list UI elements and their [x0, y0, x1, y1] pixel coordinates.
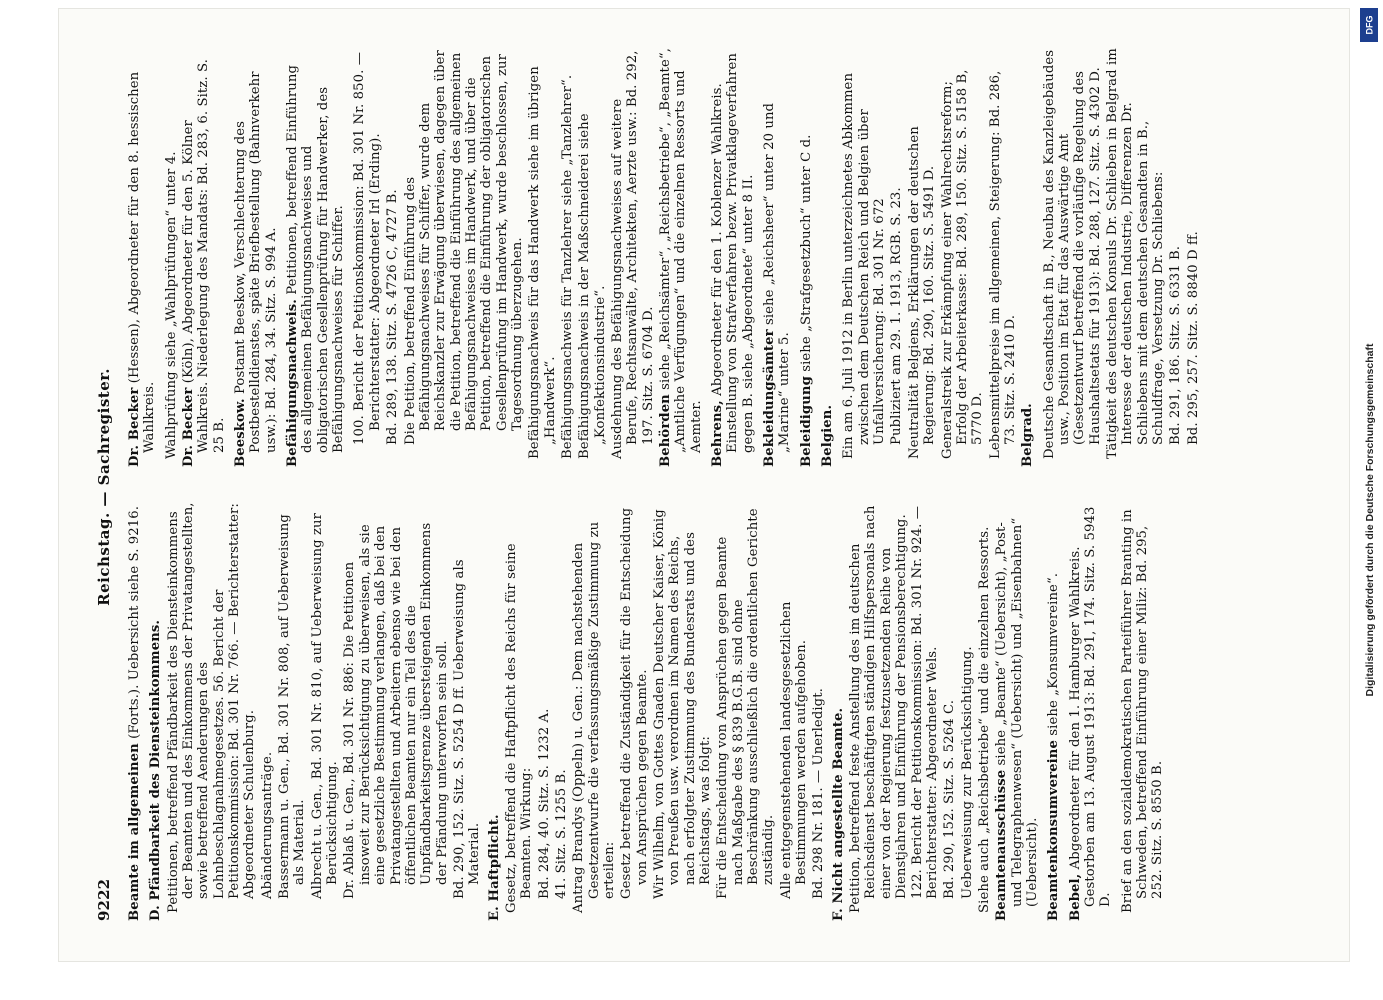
index-subentry: Befähigungsnachweis in der Maßschneiderei siehe „Konfektionsindustrie“. [577, 113, 608, 459]
index-subentry: Befähigungsnachweis für Tanzlehrer siehe „Tanzlehrer“. [559, 74, 575, 459]
index-subentry: Antrag Brandys (Oppeln) u. Gen.: Dem nachstehenden Gesetzentwurfe die verfassungsmäßige Zustimmung zu erteilen: [571, 521, 617, 913]
entry-text: (Hessen), Abgeordneter für den 8. hessischen Wahlkreis. [127, 71, 158, 453]
index-subentry: Ausdehnung des Befähigungsnachweises auf weitere Berufe, Rechtsanwälte, Architekten, Aerzte usw.: Bd. 292, 197. Sitz. S. 6704 D. [609, 50, 656, 459]
index-subentry: 41. Sitz. S. 1255 B. [553, 769, 569, 899]
left-column [127, 501, 1203, 921]
entry-text: siehe „Reichsämter“, „Reichsbetriebe“, „Beamte“, „Amtliche Verfügungen“ und die einzelnen Ressorts und Aemter. [658, 48, 704, 453]
rotated-page-content [59, 9, 1349, 961]
entry-text: Petitionen, betreffend Einführung des allgemeinen Befähigungsnachweises und obligatorischen Gesellenprüfung für Handwerker, des Befähigungsnachweises für Schiffer. [285, 64, 347, 453]
scanned-page [58, 8, 1350, 962]
index-subentry: Abänderungsanträge. [259, 751, 275, 899]
index-subentry: Lebensmittelpreise im allgemeinen, Steigerung: Bd. 286, 73. Sitz. S. 2410 D. [987, 70, 1018, 459]
index-subentry: Deutsche Gesandtschaft in B., Neubau des Kanzleigebäudes usw., Position im Etat für das Auswärtige Amt (Gesetzentwurf betreffend die vorläufige Regelung des Haushaltsetats für 1913): Bd. 288, 127. Sitz. S. 4302 D. [1041, 49, 1103, 459]
index-subentry: Bd. 290, 152. Sitz. S. 5264 C. [942, 699, 958, 899]
entry-heading: Beamte im allgemeinen [127, 743, 142, 921]
entry-heading: Beleidigung [798, 376, 814, 467]
entry-heading: Beeskow. [233, 398, 249, 467]
index-subentry: Petitionen, betreffend Pfändbarkeit des Diensteinkommens der Beamten und des Einkommens der Privatangestellten, sowie betreffend Aenderungen des Lohnbeschlagnahmegesetzes. 56. Bericht der Petitionskommission: Bd. 301 Nr. 766. — Berichterstatter: Abgeordneter Schulenburg. [165, 502, 258, 913]
index-subentry: Alle entgegenstehenden landesgesetzlichen Bestimmungen werden aufgehoben. [778, 601, 810, 899]
entry-text: Abgeordneter für den 1. Koblenzer Wahlkreis. Einstellung von Strafverfahren bezw. Privatklageverfahren gegen B. siehe „Abgeordnete“ unter 8 II. [710, 52, 756, 453]
index-subentry: Befähigungsnachweis für das Handwerk siehe im übrigen „Handwerk“. [527, 66, 558, 459]
entry-text: siehe „Reichsheer“ unter 20 und „Marine“ unter 5. [762, 102, 793, 453]
index-entry [762, 47, 793, 467]
entry-heading: Beamtenkonsumvereine [1046, 740, 1062, 921]
columns [127, 48, 1203, 921]
index-subentry: Gesetz, betreffend die Haftpflicht des Reichs für seine Beamten. Wirkung: [503, 543, 535, 913]
section-heading: D. Pfändbarkeit des Diensteinkommens. [148, 619, 164, 921]
index-subentry: Bd. 291, 186. Sitz. S. 6331 B. [1168, 245, 1184, 445]
entry-heading: Belgien. [820, 404, 836, 467]
running-head [97, 55, 115, 921]
index-entry [994, 501, 1040, 921]
index-subentry: Bassermann u. Gen., Bd. 301 Nr. 808, auf Ueberweisung als Material. [277, 514, 308, 899]
index-subentry: Albrecht u. Gen., Bd. 301 Nr. 810, auf Ueberweisung zur Berücksichtigung. [309, 513, 341, 899]
index-subentry: Gesetz betreffend die Zuständigkeit für die Entscheidung von Ansprüchen gegen Beamte. [619, 507, 650, 899]
index-subentry: Wir Wilhelm, von Gottes Gnaden Deutscher Kaiser, König von Preußen usw. verordnen im Namen des Reichs, nach erfolgter Zustimmung des Bundesrats und des Reichstags, was folgt: [652, 509, 714, 899]
entry-heading: Bebel, [1067, 873, 1083, 921]
index-subentry: Neutralität Belgiens, Erklärungen der deutschen Regierung: Bd. 290, 160. Sitz. S. 5491 D. [906, 126, 938, 459]
entry-text: siehe „Strafgesetzbuch“ unter C d. [798, 134, 814, 377]
index-entry [285, 47, 346, 467]
index-subentry: Generalstreik zur Erkämpfung einer Wahlrechtsreform; Erfolg der Arbeiterkasse: Bd. 289, 150. Sitz. S. 5158 B, 5770 D. [939, 69, 986, 459]
index-subentry: Ueberweisung zur Berücksichtigung. [959, 646, 975, 899]
entry-text: siehe „Konsumvereine“. [1046, 572, 1062, 741]
entry-heading: Behrens, [710, 400, 726, 467]
dfg-logo: DFG [1360, 8, 1378, 42]
entry-text: Postamt Beeskow, Verschlechterung des Postbestelldienstes, späte Briefbestellung (Bahnverkehr usw.): Bd. 284, 34. Sitz. S. 994 A. [233, 71, 279, 453]
entry-heading: Dr. Becker [181, 387, 197, 467]
index-entry [710, 47, 756, 467]
index-entry [820, 47, 835, 467]
index-entry [127, 47, 158, 467]
index-entry [1046, 501, 1061, 921]
index-subentry: Bd. 284, 40. Sitz. S. 1232 A. [536, 708, 552, 899]
page-number: 9222 [95, 878, 113, 921]
entry-text: (Köln), Abgeordneter für den 5. Kölner Wahlkreis. Niederlegung des Mandats: Bd. 283, 6. Sitz. S. 25 B. [181, 59, 227, 453]
index-entry [1068, 501, 1114, 921]
page-header-title: Reichstag. — Sachregister. [95, 367, 113, 606]
index-subentry: Wahlprüfung siehe „Wahlprüfungen“ unter 4. [163, 151, 179, 459]
entry-heading: Beamtenausschüsse [994, 769, 1010, 921]
index-subentry: Bd. 289, 138. Sitz. S. 4726 C, 4727 B. [385, 189, 401, 445]
entry-heading: Behörden [658, 394, 673, 467]
index-subentry: Petition, betreffend feste Anstellung des im deutschen Reichsdienst beschäftigten ständigen Hilfspersonals nach einer von der Regierung festzusetzenden Reihe von Dienstjahren und Einführung der Pensionsberechtigung. 122. Bericht der Petitionskommission: Bd. 301 Nr. 924. — Berichterstatter: Abgeordneter Wels. [848, 505, 940, 913]
index-subentry: 100. Bericht der Petitionskommission: Bd. 301 Nr. 850. — Berichterstatter: Abgeordneter Irl (Erding). [352, 52, 383, 445]
index-subentry: Ein am 6. Juli 1912 in Berlin unterzeichnetes Abkommen zwischen dem Deutschen Reich und Belgien über Unfallversicherung: Bd. 301 Nr. 672 [841, 72, 888, 459]
index-subentry: Bd. 290, 152. Sitz. S. 5254 D ff. Ueberweisung als Material. [451, 559, 483, 899]
index-subentry: Tätigkeit des deutschen Konsuls Dr. Schlieben in Belgrad im Interesse der deutschen Industrie, Differenzen Dr. Schliebens mit dem deutschen Gesandten in B., Schuldfrage, Versetzung Dr. Schliebens: [1104, 48, 1166, 459]
index-entry [1020, 47, 1035, 467]
section-heading: E. Haftpflicht. [486, 814, 502, 921]
index-subentry: Brief an den sozialdemokratischen Parteiführer Branting in Schweden, betreffend Einführung einer Miliz: Bd. 295, 252. Sitz. S. 8550 B. [1119, 509, 1166, 913]
index-subentry: Publiziert am 29. 1. 1913, RGB. S. 23. [889, 187, 905, 445]
index-entry [799, 47, 814, 467]
entry-text: siehe „Beamte“ (Uebersicht), „Post- und Telegraphenwesen“ (Uebersicht) und „Eisenbahnen“ (Uebersicht). [994, 517, 1040, 907]
index-subentry: Für die Entscheidung von Ansprüchen gegen Beamte nach Maßgabe des § 839 B.G.B. sind ohne Beschränkung ausschließlich die ordentlichen Gerichte zuständig. [715, 508, 777, 899]
entry-heading: Belgrad. [1020, 403, 1036, 467]
index-entry [233, 47, 279, 467]
entry-text: (Forts.). Uebersicht siehe S. 9216. [127, 505, 142, 744]
index-subentry: Dr. Ablaß u. Gen., Bd. 301 Nr. 886: Die Petitionen insoweit zur Berücksichtigung zu überweisen, als sie eine gesetzliche Bestimmung verlangen, daß bei den Privatangestellten und Arbeitern ebenso wie bei den öffentlichen Beamten nur ein Teil des die Unpfändbarkeitsgrenze übersteigenden Einkommens der Pfändung unterworfen sein soll. [342, 522, 450, 899]
index-subentry: Die Petition, betreffend Einführung des Befähigungsnachweises für Schiffer, wurde dem Reichskanzler zur Erwägung überwiesen, dagegen über die Petition, betreffend die Einführung des allgemeinen Befähigungsnachweises im Handwerk, und über die Petition, betreffend die Einführung der obligatorischen Gesellenprüfung im Handwerk, wurde beschlossen, zur Tagesordnung überzugehen. [402, 50, 525, 445]
entry-heading: Befähigungsnachweis. [285, 299, 301, 467]
index-subentry: Bd. 298 Nr. 181. — Unerledigt. [811, 688, 827, 899]
index-entry [127, 501, 142, 921]
entry-heading: Bekleidungsämter [762, 329, 778, 467]
entry-text: Abgeordneter für den 1. Hamburger Wahlkreis. Gestorben am 13. August 1913: Bd. 291, 174. Sitz. S. 5943 D. [1067, 506, 1114, 907]
index-entry [181, 47, 227, 467]
index-subentry: Bd. 295, 257. Sitz. S. 8840 D ff. [1185, 231, 1201, 445]
index-entry [658, 47, 704, 467]
section-heading: F. Nicht angestellte Beamte. [830, 707, 846, 921]
digitization-note: Digitalisierung gefördert durch die Deutsche Forschungsgemeinschaft [1364, 343, 1376, 697]
entry-heading: Dr. Becker [127, 387, 142, 467]
right-column [127, 47, 1203, 467]
index-subentry: Siehe auch „Reichsbetriebe“ und die einzelnen Ressorts. [976, 526, 992, 913]
